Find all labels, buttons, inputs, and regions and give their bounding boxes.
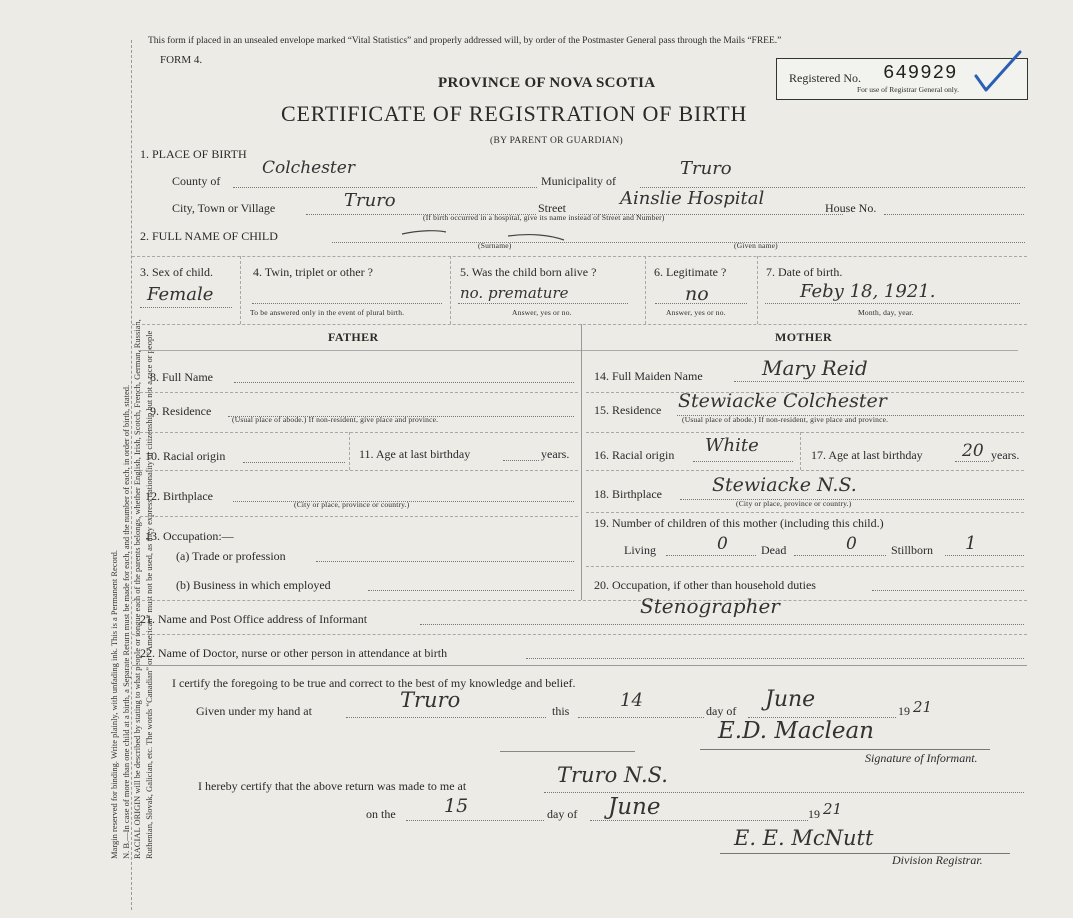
reg-year-value: 21 [823,800,843,818]
stillborn-value: 1 [965,533,977,554]
page-title: CERTIFICATE OF REGISTRATION OF BIRTH [281,101,748,126]
mother-age-value: 20 [962,441,984,461]
father-trade-label: (a) Trade or profession [176,549,286,563]
mother-age-line [955,461,989,462]
doctor-line [526,658,1024,659]
mother-birthplace-value: Stewiacke N.S. [712,474,857,496]
reg-month-line [590,820,808,821]
father-business-label: (b) Business in which employed [176,578,331,592]
informant-value: Stenographer [640,594,780,618]
father-mother-divider [581,324,582,600]
rule [132,634,1027,635]
father-residence-label: 9. Residence [150,404,212,418]
stillborn-line [945,555,1024,556]
rule [132,600,1027,601]
mail-notice: This form if placed in an unsealed envelope marked “Vital Statistics” and properly addressed will, by order of the Postmaster General pass through the Mails “FREE.” [148,36,782,46]
reg-year-prefix: 19 [808,807,820,821]
mother-occupation-line [872,590,1024,591]
mother-heading: MOTHER [775,330,833,344]
rule [140,432,578,433]
rule [349,432,350,470]
alive-label: 5. Was the child born alive ? [460,265,597,279]
twin-note: To be answered only in the event of plural birth. [250,308,405,317]
rule [800,432,801,470]
living-value: 0 [717,534,728,554]
father-birthplace-label: 12. Birthplace [145,489,213,503]
checkmark-icon [970,48,1026,100]
given-place-value: Truro [400,688,461,712]
mother-occupation-label: 20. Occupation, if other than household duties [594,578,816,592]
alive-note: Answer, yes or no. [512,308,572,317]
margin-note-line: Margin reserved for binding. Write plainly, with unfading ink. This is a Permanent Record. [109,549,119,859]
municipality-label: Municipality of [541,174,616,188]
rule [645,256,646,324]
registrar-certify-text: I hereby certify that the above return was made to me at [198,779,467,793]
living-line [666,555,756,556]
stillborn-label: Stillborn [891,543,934,557]
dob-label: 7. Date of birth. [766,265,843,279]
rule [132,324,1027,325]
father-age-unit: years. [541,447,570,461]
mother-residence-note: (Usual place of abode.) If non-resident, give place and province. [682,415,889,424]
father-residence-note: (Usual place of abode.) If non-resident, give place and province. [232,415,439,424]
mother-racial-value: White [705,435,759,456]
short-rule [500,751,635,752]
place-of-birth-label: 1. PLACE OF BIRTH [140,147,247,161]
father-business-line [368,590,574,591]
father-name-line [234,382,574,383]
mother-birthplace-line [680,499,1024,500]
year-value: 21 [913,698,933,716]
legitimate-label: 6. Legitimate ? [654,265,727,279]
father-age-label: 11. Age at last birthday [359,447,471,461]
sex-value: Female [147,284,214,305]
division-registrar-label: Division Registrar. [892,853,983,867]
rule [140,516,578,517]
given-place-line [346,717,546,718]
margin-divider [131,40,132,910]
child-name-label: 2. FULL NAME OF CHILD [140,229,278,243]
rule [132,256,1027,257]
page-subtitle: (BY PARENT OR GUARDIAN) [490,136,623,146]
reg-day-value: 15 [444,795,469,817]
reg-month-value: June [608,794,661,820]
legitimate-note: Answer, yes or no. [666,308,726,317]
rule [140,470,578,471]
margin-note-line: N. B.—In case of more than one child at a birth, a Separate Return must be made for each, and the number of each, in order of birth, stated. [120,384,131,859]
sex-line [140,307,232,308]
street-value: Ainslie Hospital [620,188,765,209]
dead-value: 0 [846,534,857,554]
rule [240,256,241,324]
hospital-note: (If birth occurred in a hospital, give its name instead of Street and Number) [423,213,665,222]
mother-residence-value: Stewiacke Colchester [678,390,887,412]
mother-residence-label: 15. Residence [594,403,662,417]
given-name-note: (Given name) [734,241,778,250]
margin-note-line: RACIAL ORIGIN will be described by stating to what people or tongue each of the parents belongs, whether English, Irish, Scotch, French, German, Russian, [132,319,142,859]
mother-racial-line [693,461,793,462]
municipality-value: Truro [680,158,732,179]
father-racial-line [243,462,345,463]
father-birthplace-note: (City or place, province or country.) [294,500,410,509]
registrar-place-value: Truro N.S. [557,763,668,787]
rule [132,665,1027,666]
rule [450,256,451,324]
year-prefix: 19 [898,704,910,718]
mother-name-label: 14. Full Maiden Name [594,369,703,383]
province-heading: PROVINCE OF NOVA SCOTIA [438,75,656,91]
alive-line [458,303,628,304]
rule [586,512,1024,513]
registrar-signature: E. E. McNutt [734,826,874,850]
month-value: June [765,687,816,712]
rule [586,470,1024,471]
reg-day-line [406,820,544,821]
rule [140,392,578,393]
informant-signature: E.D. Maclean [718,718,874,744]
dead-label: Dead [761,543,787,557]
father-age-line [503,460,539,461]
father-name-label: 8. Full Name [150,370,213,384]
surname-note: (Surname) [478,241,512,250]
sex-label: 3. Sex of child. [140,265,213,279]
mother-name-line [734,381,1024,382]
dob-line [765,303,1020,304]
legitimate-value: no [685,283,709,305]
twin-label: 4. Twin, triplet or other ? [253,265,373,279]
twin-line [252,303,442,304]
registered-note: For use of Registrar General only. [857,85,959,94]
rule [138,350,1018,351]
signature-line [700,749,990,750]
mother-birthplace-label: 18. Birthplace [594,487,662,501]
father-racial-label: 10. Racial origin [145,449,226,463]
house-no-label: House No. [825,201,877,215]
informant-line [420,624,1024,625]
day-line [578,717,704,718]
certify-statement: I certify the foregoing to be true and correct to the best of my knowledge and belief. [172,676,576,690]
house-line [884,214,1024,215]
this-label: this [552,704,570,718]
signature-informant-label: Signature of Informant. [865,751,978,765]
mother-age-label: 17. Age at last birthday [811,448,923,462]
dead-line [794,555,886,556]
rule [757,256,758,324]
registered-number: 649929 [883,62,958,84]
reg-day-of-label: day of [547,807,578,821]
mother-birthplace-note: (City or place, province or country.) [736,499,852,508]
county-label: County of [172,174,221,188]
informant-label: 21. Name and Post Office address of Informant [140,612,368,626]
mother-racial-label: 16. Racial origin [594,448,675,462]
rule [586,566,1024,567]
city-label: City, Town or Village [172,201,276,215]
father-trade-line [316,561,574,562]
alive-value: no. premature [460,284,569,302]
day-value: 14 [620,690,643,711]
margin-note-line: Ruthenian, Slovak, Galician, etc. The words “Canadian” or “American” must not be used, as they express nationality or citizenship but not a race or people [143,330,154,859]
dob-value: Feby 18, 1921. [800,281,936,302]
mother-children-label: 19. Number of children of this mother (including this child.) [594,516,884,530]
registrar-place-line [544,792,1024,793]
mother-name-value: Mary Reid [762,356,868,380]
street-label: Street [538,201,566,215]
county-value: Colchester [262,158,355,178]
doctor-label: 22. Name of Doctor, nurse or other person in attendance at birth [140,646,448,660]
mother-age-unit: years. [991,448,1020,462]
dob-note: Month, day, year. [858,308,914,317]
father-occupation-label: 13. Occupation:— [145,529,234,543]
on-the-label: on the [366,807,396,821]
form-number: FORM 4. [160,54,203,66]
living-label: Living [624,543,656,557]
father-heading: FATHER [328,330,379,344]
city-value: Truro [344,190,396,211]
rule [586,432,1024,433]
given-under-label: Given under my hand at [196,704,312,718]
registered-label: Registered No. [789,71,861,85]
day-of-label: day of [706,704,737,718]
county-line [233,187,537,188]
